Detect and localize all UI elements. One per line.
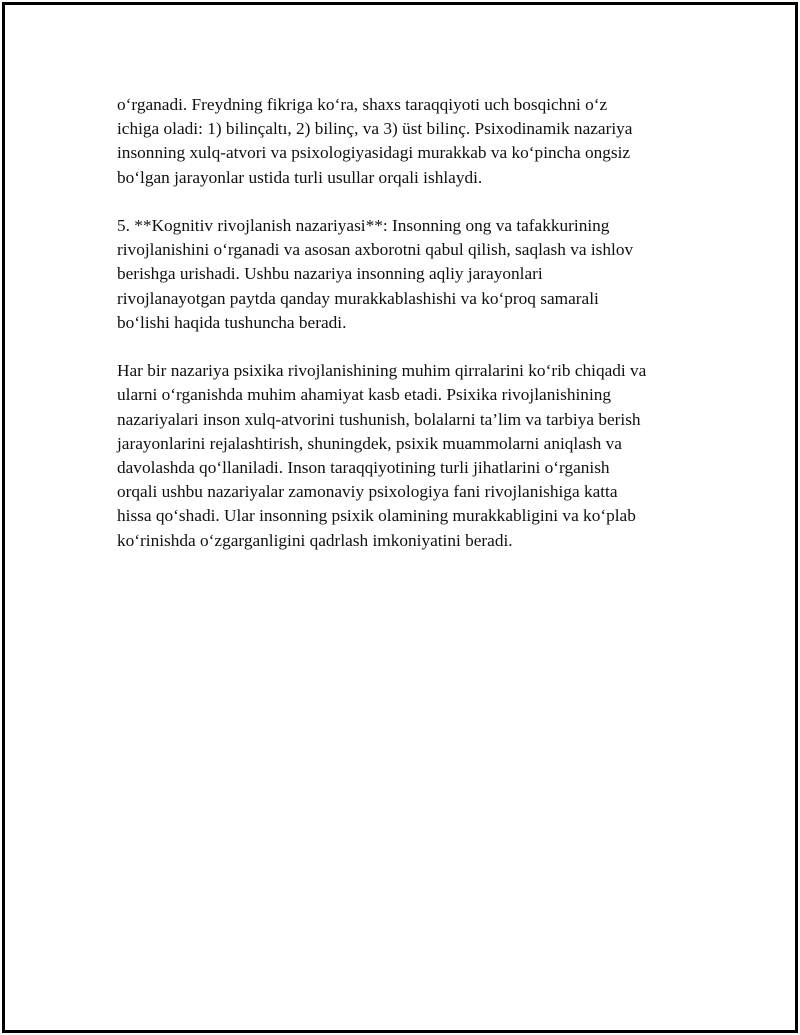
text-line: ichiga oladi: 1) bilinçaltı, 2) bilinç, va 3) üst bilinç. Psixodinamik nazariya: [117, 119, 633, 139]
text-line: orqali ushbu nazariyalar zamonaviy psixologiya fani rivojlanishiga katta: [117, 482, 618, 502]
text-line: hissa qo‘shadi. Ular insonning psixik olamining murakkabligini va ko‘plab: [117, 506, 636, 526]
text-line: insonning xulq-atvori va psixologiyasidagi murakkab va ko‘pincha ongsiz: [117, 143, 631, 163]
text-line: 5. **Kognitiv rivojlanish nazariyasi**: Insonning ong va tafakkurining: [117, 216, 610, 235]
paragraph-conclusion: [117, 359, 692, 553]
text-line: ularni o‘rganishda muhim ahamiyat kasb etadi. Psixika rivojlanishining: [117, 385, 612, 405]
paragraph-cognitive-theory: [117, 214, 692, 335]
text-line: jarayonlarini rejalashtirish, shuningdek, psixik muammolarni aniqlash va: [117, 433, 622, 453]
text-line: davolashda qo‘llaniladi. Inson taraqqiyotining turli jihatlarini o‘rganish: [117, 458, 610, 478]
paragraph-psychodynamic: [117, 93, 692, 190]
text-line: berishga urishadi. Ushbu nazariya insonning aqliy jarayonlari: [117, 264, 543, 284]
paragraph-spacer: [117, 335, 692, 359]
text-line: bo‘lgan jarayonlar ustida turli usullar orqali ishlaydi.: [117, 167, 483, 187]
text-line: nazariyalari inson xulq-atvorini tushunish, bolalarni ta’lim va tarbiya berish: [117, 409, 641, 429]
text-line: bo‘lishi haqida tushuncha beradi.: [117, 312, 347, 332]
text-line: o‘rganadi. Freydning fikriga ko‘ra, shaxs taraqqiyoti uch bosqichni o‘z: [117, 95, 608, 114]
text-line: rivojlanishini o‘rganadi va asosan axborotni qabul qilish, saqlash va ishlov: [117, 240, 634, 260]
page-content: [117, 93, 692, 553]
text-line: ko‘rinishda o‘zgarganligini qadrlash imkoniyatini beradi.: [117, 530, 513, 550]
text-line: Har bir nazariya psixika rivojlanishining muhim qirralarini ko‘rib chiqadi va: [117, 361, 647, 381]
paragraph-spacer: [117, 190, 692, 214]
text-line: rivojlanayotgan paytda qanday murakkablashishi va ko‘proq samarali: [117, 288, 599, 308]
